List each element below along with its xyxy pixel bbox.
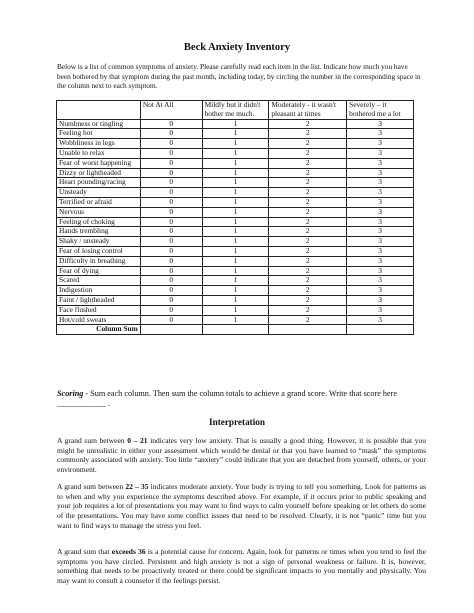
score-option[interactable]: 1 — [202, 178, 269, 188]
table-row — [57, 237, 414, 247]
column-sum-cell[interactable] — [140, 325, 202, 335]
score-option[interactable]: 1 — [202, 197, 269, 207]
column-sum-row — [57, 325, 414, 335]
symptom-label: Unsteady — [57, 188, 141, 198]
header-cell: Severely – it bothered me a lot — [347, 101, 414, 120]
score-option[interactable]: 2 — [269, 315, 347, 325]
score-option[interactable]: 2 — [269, 119, 347, 129]
score-option[interactable]: 2 — [269, 207, 347, 217]
score-option[interactable]: 1 — [202, 129, 269, 139]
score-option[interactable]: 0 — [140, 207, 202, 217]
score-option[interactable]: 3 — [347, 227, 414, 237]
score-option[interactable]: 3 — [347, 168, 414, 178]
table-row — [57, 188, 414, 198]
scoring-label: Scoring - — [57, 389, 91, 398]
symptom-label: Wobbliness in legs — [57, 139, 141, 149]
score-option[interactable]: 0 — [140, 286, 202, 296]
score-option[interactable]: 2 — [269, 237, 347, 247]
column-sum-label: Column Sum — [57, 325, 141, 335]
score-option[interactable]: 0 — [140, 139, 202, 149]
score-option[interactable]: 1 — [202, 168, 269, 178]
symptom-label: Shaky / unsteady — [57, 237, 141, 247]
table-row — [57, 158, 414, 168]
score-option[interactable]: 3 — [347, 256, 414, 266]
score-option[interactable]: 0 — [140, 188, 202, 198]
table-row — [57, 148, 414, 158]
table-header-row — [57, 101, 414, 120]
score-option[interactable]: 0 — [140, 256, 202, 266]
score-option[interactable]: 1 — [202, 246, 269, 256]
score-option[interactable]: 2 — [269, 217, 347, 227]
symptom-label: Numbness or tingling — [57, 119, 141, 129]
score-option[interactable]: 1 — [202, 207, 269, 217]
interpretation-heading: Interpretation — [209, 417, 265, 427]
score-option[interactable]: 3 — [347, 246, 414, 256]
score-option[interactable]: 0 — [140, 305, 202, 315]
score-option[interactable]: 2 — [269, 158, 347, 168]
score-option[interactable]: 2 — [269, 129, 347, 139]
score-option[interactable]: 2 — [269, 276, 347, 286]
intro-text: Below is a list of common symptoms of anxiety. Please carefully read each item in the list. Indicate how much you have been bothered by that symptom during the past month, including today, by circling the number in the corresponding space in the column next to each symptom. — [57, 62, 421, 91]
symptom-label: Hot/cold sweats — [57, 315, 141, 325]
score-option[interactable]: 0 — [140, 178, 202, 188]
symptom-label: Difficulty in breathing — [57, 256, 141, 266]
symptom-label: Fear of losing control — [57, 246, 141, 256]
score-option[interactable]: 1 — [202, 295, 269, 305]
table-row — [57, 139, 414, 149]
header-cell: Mildly but it didn't bother me much. — [202, 101, 269, 120]
score-option[interactable]: 3 — [347, 315, 414, 325]
score-option[interactable]: 1 — [202, 315, 269, 325]
score-option[interactable]: 2 — [269, 295, 347, 305]
score-option[interactable]: 1 — [202, 188, 269, 198]
score-option[interactable]: 0 — [140, 276, 202, 286]
score-option[interactable]: 3 — [347, 207, 414, 217]
interpretation-moderate: A grand sum between 22 – 35 indicates moderate anxiety. Your body is trying to tell you something. Look for patterns as to when and why you experience the symptoms described above. For example, if it occurs prior to public speaking and your job requires a lot of presentations you may want to find ways to calm yourself before speaking or let others do some of the presentations. You may have some conflict issues that need to be resolved. Clearly, it is not “panic” time but you want to find ways to manage the stress you feel. — [57, 482, 426, 530]
symptom-label: Feeling hot — [57, 129, 141, 139]
symptom-label: Terrified or afraid — [57, 197, 141, 207]
score-option[interactable]: 3 — [347, 148, 414, 158]
score-option[interactable]: 3 — [347, 188, 414, 198]
score-option[interactable]: 2 — [269, 227, 347, 237]
score-option[interactable]: 2 — [269, 139, 347, 149]
score-option[interactable]: 3 — [347, 197, 414, 207]
score-option[interactable]: 0 — [140, 119, 202, 129]
score-option[interactable]: 1 — [202, 148, 269, 158]
interpretation-low: A grand sum between 0 – 21 indicates very low anxiety. That is usually a good thing. However, it is possible that you might be unrealistic in either your assessment which would be denial or that you have learned to “mask” the symptoms commonly associated with anxiety. Too little “anxiety” could indicate that you are detached from yourself, others, or your environment. — [57, 436, 427, 475]
score-option[interactable]: 0 — [140, 237, 202, 247]
score-option[interactable]: 1 — [202, 158, 269, 168]
symptom-label: Feeling of choking — [57, 217, 141, 227]
score-option[interactable]: 1 — [202, 217, 269, 227]
score-option[interactable]: 3 — [347, 266, 414, 276]
score-option[interactable]: 0 — [140, 129, 202, 139]
score-option[interactable]: 3 — [347, 129, 414, 139]
column-sum-cell[interactable] — [347, 325, 414, 335]
score-option[interactable]: 1 — [202, 276, 269, 286]
score-option[interactable]: 0 — [140, 295, 202, 305]
score-option[interactable]: 3 — [347, 305, 414, 315]
score-option[interactable]: 2 — [269, 148, 347, 158]
symptom-label: Nervous — [57, 207, 141, 217]
table-row — [57, 305, 414, 315]
score-option[interactable]: 0 — [140, 266, 202, 276]
score-option[interactable]: 3 — [347, 295, 414, 305]
score-option[interactable]: 3 — [347, 276, 414, 286]
score-option[interactable]: 1 — [202, 237, 269, 247]
score-option[interactable]: 2 — [269, 286, 347, 296]
score-option[interactable]: 0 — [140, 217, 202, 227]
score-option[interactable]: 1 — [202, 227, 269, 237]
symptom-label: Faint / lightheaded — [57, 295, 141, 305]
score-option[interactable]: 3 — [347, 158, 414, 168]
symptom-label: Fear of dying — [57, 266, 141, 276]
score-option[interactable]: 0 — [140, 197, 202, 207]
score-option[interactable]: 2 — [269, 305, 347, 315]
score-option[interactable]: 2 — [269, 256, 347, 266]
score-option[interactable]: 3 — [347, 237, 414, 247]
score-option[interactable]: 2 — [269, 197, 347, 207]
table-row — [57, 295, 414, 305]
table-row — [57, 207, 414, 217]
score-option[interactable]: 0 — [140, 315, 202, 325]
score-option[interactable]: 1 — [202, 119, 269, 129]
inventory-table — [56, 100, 414, 335]
header-cell: Moderately - it wasn't pleasant at times — [269, 101, 347, 120]
document-title: Beck Anxiety Inventory — [183, 42, 291, 53]
symptom-label: Heart pounding/racing — [57, 178, 141, 188]
column-sum-cell[interactable] — [269, 325, 347, 335]
score-option[interactable]: 3 — [347, 178, 414, 188]
score-option[interactable]: 1 — [202, 305, 269, 315]
score-option[interactable]: 1 — [202, 139, 269, 149]
symptom-label: Fear of worst happening — [57, 158, 141, 168]
score-option[interactable]: 2 — [269, 178, 347, 188]
score-option[interactable]: 3 — [347, 119, 414, 129]
score-option[interactable]: 2 — [269, 246, 347, 256]
score-option[interactable]: 3 — [347, 139, 414, 149]
score-option[interactable]: 0 — [140, 168, 202, 178]
symptom-label: Dizzy or lightheaded — [57, 168, 141, 178]
score-option[interactable]: 0 — [140, 148, 202, 158]
symptom-label: Unable to relax — [57, 148, 141, 158]
score-option[interactable]: 1 — [202, 256, 269, 266]
scoring-text: Sum each column. Then sum the column totals to achieve a grand score. Write that score here ____________ . — [57, 389, 397, 409]
score-option[interactable]: 0 — [140, 227, 202, 237]
scoring-instructions — [57, 389, 427, 410]
header-cell — [57, 101, 141, 120]
score-option[interactable]: 2 — [269, 168, 347, 178]
header-cell: Not At All — [140, 101, 202, 120]
column-sum-cell[interactable] — [202, 325, 269, 335]
interpretation-high: A grand sum that exceeds 36 is a potential cause for concern. Again, look for patterns or times when you tend to feel the symptoms you have circled. Persistent and high anxiety is not a sign of personal weakness or failure. It is, however, something that needs to be proactively treated or there could be significant impacts to you mentally and physically. You may want to consult a counselor if the feelings persist. — [57, 547, 427, 586]
score-option[interactable]: 1 — [202, 266, 269, 276]
table-row — [57, 256, 414, 266]
score-option[interactable]: 1 — [202, 286, 269, 296]
table-row — [57, 197, 414, 207]
symptom-label: Hands trembling — [57, 227, 141, 237]
score-option[interactable]: 3 — [347, 217, 414, 227]
symptom-label: Face flushed — [57, 305, 141, 315]
symptom-label: Indigestion — [57, 286, 141, 296]
score-option[interactable]: 2 — [269, 188, 347, 198]
score-option[interactable]: 3 — [347, 286, 414, 296]
symptom-label: Scared — [57, 276, 141, 286]
score-option[interactable]: 0 — [140, 158, 202, 168]
table-row — [57, 286, 414, 296]
table-row — [57, 246, 414, 256]
score-option[interactable]: 0 — [140, 246, 202, 256]
score-option[interactable]: 2 — [269, 266, 347, 276]
